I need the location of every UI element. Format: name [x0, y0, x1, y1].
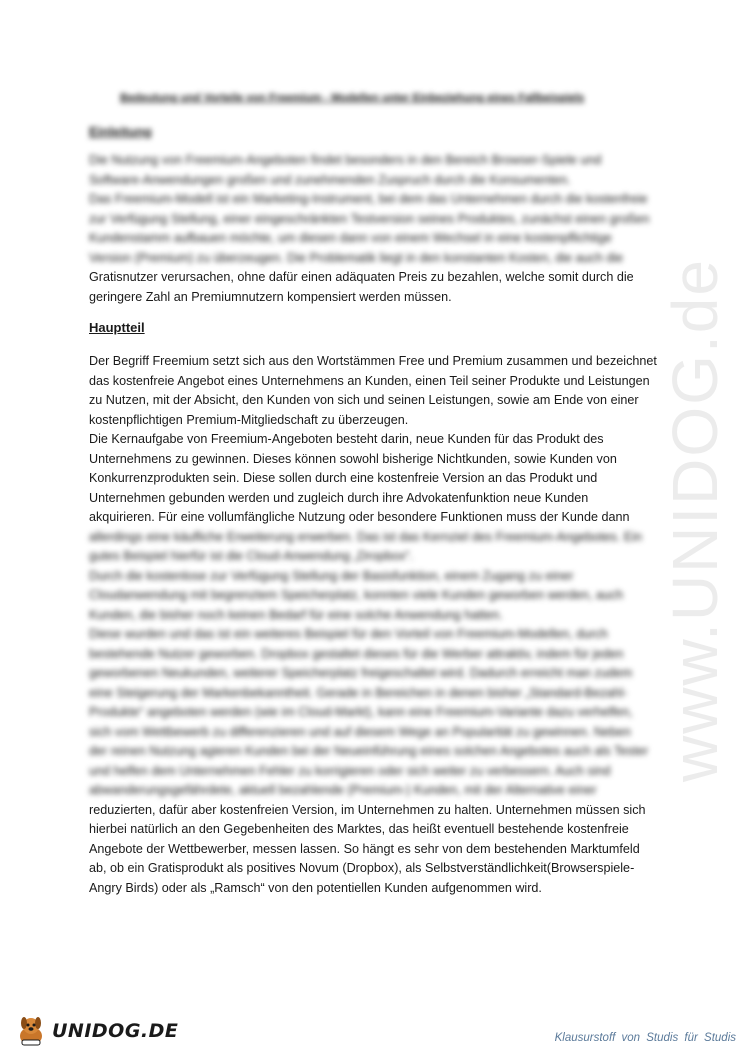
footer-slogan: Klausurstoff von Studis für Studis — [554, 1032, 736, 1044]
text-line: geworbenen Neukunden, weiterer Speicherplatz freigeschaltet wird. Dadurch erreicht man zudem — [89, 666, 633, 680]
text-line: Die Kernaufgabe von Freemium-Angeboten besteht darin, neue Kunden für das Produkt des — [89, 432, 604, 446]
dog-mascot-icon — [14, 1014, 48, 1048]
text-line: Der Begriff Freemium setzt sich aus den Wortstämmen Free und Premium zusammen und bezeichnet — [89, 354, 657, 368]
text-line: zur Verfügung Stellung, einer eingeschränkten Testversion seines Produktes, zunächst einen großen — [89, 211, 650, 226]
text-line: Das Freemium-Modell ist ein Marketing-Instrument, bei dem das Unternehmen durch die kostenfreie — [89, 192, 648, 206]
text-line: reduzierten, dafür aber kostenfreien Version, im Unternehmen zu halten. Unternehmen müssen sich — [89, 802, 646, 817]
text-line: der reinen Nutzung agieren Kunden bei der Neueinführung eines solchen Angebotes auch als Tester — [89, 744, 649, 758]
main-paragraph — [89, 352, 669, 898]
text-line: Gratisnutzer verursachen, ohne dafür einen adäquaten Preis zu bezahlen, welche somit durch die — [89, 270, 634, 284]
text-line: Produkte“ angeboten werden (wie im Cloud-Markt), kann eine Freemium-Variante dazu verhelfen, — [89, 705, 633, 719]
text-line: zu Nutzen, mit der Absicht, den Kunden von sich und seinen Leistungen, sowie am Ende von einer — [89, 393, 639, 407]
unidog-logo[interactable] — [14, 1014, 178, 1048]
text-line: Kundenstamm aufbauen möchte, um diesen dann von einem Wechsel in eine kostenpflichtige — [89, 231, 612, 245]
main-heading: Hauptteil — [89, 320, 145, 335]
text-line: und helfen dem Unternehmen Fehler zu korrigieren oder sich weiter zu verbessern. Auch sind — [89, 763, 611, 778]
text-line: Software-Anwendungen großen und zunehmenden Zuspruch durch die Konsumenten. — [89, 172, 571, 187]
text-line: akquirieren. Für eine vollumfängliche Nutzung oder besondere Funktionen muss der Kunde dann — [89, 510, 630, 524]
text-line: hierbei natürlich an den Gegebenheiten des Marktes, das heißt eventuell bestehende kostenfreie — [89, 822, 629, 836]
logo-text: UNIDOG.DE — [52, 1020, 179, 1042]
intro-paragraph — [89, 151, 669, 307]
text-line: Angebote der Wettbewerber, messen lassen. So hängt es sehr von dem bestehenden Marktumfeld — [89, 841, 640, 856]
text-line: Konkurrenzprodukten sein. Diese sollen durch eine kostenfreie Version an das Produkt und — [89, 471, 598, 485]
text-line: ab, ob ein Gratisprodukt als positives Novum (Dropbox), als Selbstverständlichkeit(Browserspiele- — [89, 861, 635, 875]
text-line: geringere Zahl an Premiumnutzern kompensiert werden müssen. — [89, 289, 452, 304]
text-line: Unternehmen gebunden werden und zugleich durch ihre Advokatenfunktion neue Kunden — [89, 490, 589, 505]
text-line: Diese wurden und das ist ein weiteres Beispiel für den Vorteil von Freemium-Modellen, durch — [89, 627, 608, 641]
text-line: abwanderungsgefährdete, aktuell bezahlende (Premium-) Kunden, mit der Alternative einer — [89, 783, 597, 797]
text-line: Die Nutzung von Freemium-Angeboten findet besonders in den Bereich Browser-Spiele und — [89, 153, 602, 167]
text-line: bestehende Nutzer geworben. Dropbox gestaltet dieses für die Werber attraktiv, indem für jeden — [89, 646, 624, 661]
text-line: Unternehmens zu gewinnen. Dieses können sowohl bisherige Nichtkunden, sowie Kunden von — [89, 451, 617, 466]
text-line: kostenpflichtigen Premium-Mitgliedschaft zu überzeugen. — [89, 412, 409, 427]
intro-heading: Einleitung — [89, 124, 152, 139]
document-title: Bedeutung und Vorteile von Freemium - Modellen unter Einbeziehung eines Fallbeispiels — [120, 92, 585, 104]
text-line: Cloudanwendung mit begrenztem Speicherplatz, konnten viele Kunden geworben werden, auch — [89, 588, 624, 602]
text-line: Kunden, die bisher noch keinen Bedarf für eine solche Anwendung hatten. — [89, 607, 503, 622]
text-line: Version (Premium) zu überzeugen. Die Problematik liegt in den konstanten Kosten, die auch die — [89, 250, 624, 265]
text-line: Angry Birds) oder als „Ramsch“ von den potentiellen Kunden aufgenommen wird. — [89, 880, 542, 895]
watermark-text: www.UNIDOG.de — [659, 258, 731, 782]
text-line: allerdings eine käufliche Erweiterung erwerben. Das ist das Kernziel des Freemium-Angebotes. Ein — [89, 529, 642, 544]
text-line: eine Steigerung der Markenbekanntheit. Gerade in Bereichen in denen bisher „Standard-Bezahl- — [89, 685, 628, 700]
text-line: gutes Beispiel hierfür ist die Cloud-Anwendung „Dropbox“. — [89, 549, 414, 563]
text-line: Durch die kostenlose zur Verfügung Stellung der Basisfunktion, einem Zugang zu einer — [89, 568, 574, 583]
text-line: das kostenfreie Angebot eines Unternehmens an Kunden, einen Teil seiner Produkte und Leistungen — [89, 373, 650, 388]
text-line: sich vom Wettbewerb zu differenzieren und auf diesem Wege an Popularität zu gewinnen. Neben — [89, 724, 631, 739]
